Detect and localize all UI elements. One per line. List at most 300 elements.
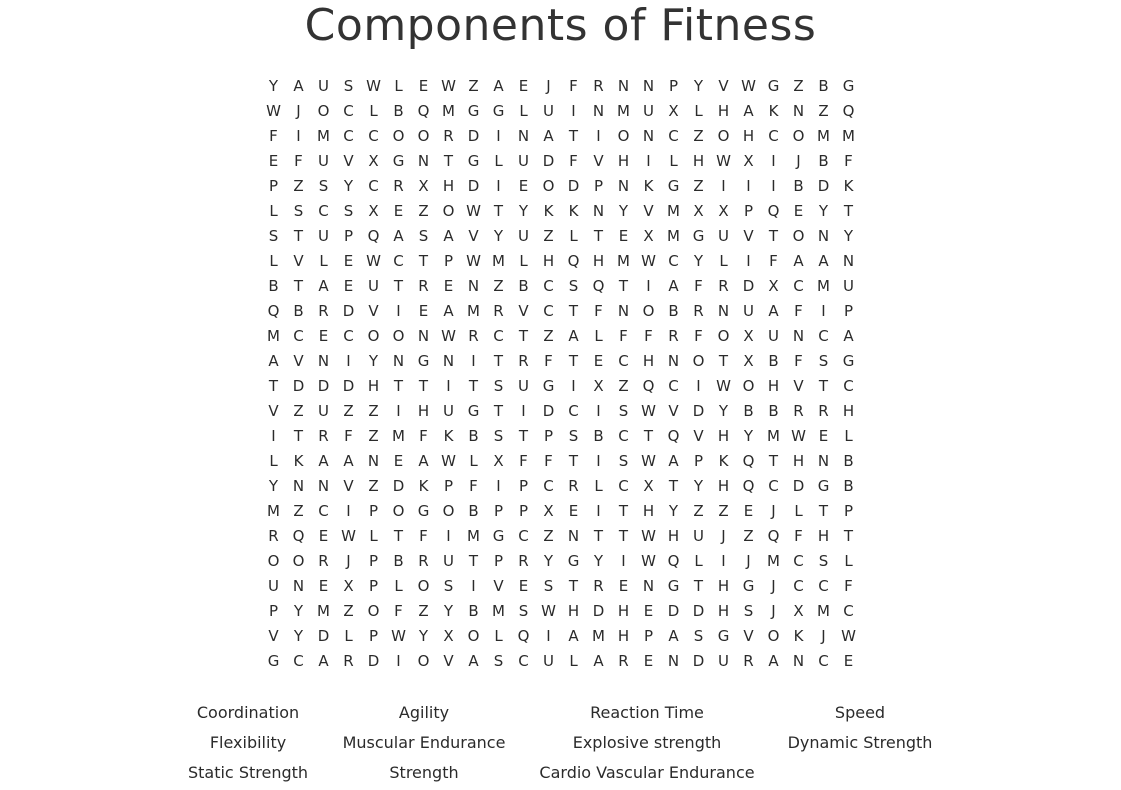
grid-letter: L [844, 552, 853, 570]
grid-letter: O [792, 227, 805, 245]
grid-letter: F [294, 152, 303, 170]
grid-letter: G [392, 152, 405, 170]
grid-letter: S [418, 227, 429, 245]
grid-letter: U [318, 402, 329, 420]
grid-letter: Y [668, 502, 679, 520]
grid-letter: M [667, 202, 680, 220]
grid-letter: R [518, 552, 529, 570]
grid-letter: A [318, 277, 329, 295]
grid-letter: O [692, 352, 705, 370]
grid-letter: D [692, 602, 705, 620]
grid-letter: T [568, 127, 579, 145]
grid-letter: C [668, 127, 679, 145]
grid-letter: T [818, 502, 829, 520]
grid-row [261, 549, 861, 574]
grid-letter: Q [742, 477, 755, 495]
grid-letter: B [768, 352, 779, 370]
grid-letter: S [493, 427, 504, 445]
grid-letter: W [541, 602, 556, 620]
grid-letter: B [468, 427, 479, 445]
grid-letter: P [843, 502, 854, 520]
grid-letter: R [443, 127, 454, 145]
grid-letter: D [692, 652, 705, 670]
grid-letter: R [593, 77, 604, 95]
grid-letter: X [743, 152, 754, 170]
grid-letter: P [743, 202, 754, 220]
grid-letter: M [667, 227, 680, 245]
grid-row [261, 299, 861, 324]
grid-letter: N [717, 302, 730, 320]
grid-letter: E [318, 577, 329, 595]
grid-letter: Z [293, 402, 304, 420]
grid-letter: K [543, 202, 554, 220]
grid-letter: I [346, 352, 351, 370]
grid-letter: G [542, 377, 555, 395]
grid-row [261, 149, 861, 174]
grid-letter: A [443, 302, 454, 320]
grid-letter: R [743, 652, 754, 670]
grid-letter: I [521, 402, 526, 420]
grid-letter: F [544, 352, 553, 370]
grid-letter: C [393, 252, 404, 270]
grid-letter: I [771, 152, 776, 170]
grid-letter: B [793, 177, 804, 195]
grid-letter: J [796, 152, 801, 170]
grid-letter: N [442, 352, 455, 370]
grid-letter: Y [818, 202, 829, 220]
grid-letter: E [518, 77, 529, 95]
grid-letter: D [542, 152, 555, 170]
grid-letter: C [843, 602, 854, 620]
grid-letter: T [668, 477, 679, 495]
grid-letter: L [669, 152, 678, 170]
grid-letter: D [317, 377, 330, 395]
grid-letter: B [843, 452, 854, 470]
grid-letter: X [693, 202, 704, 220]
grid-letter: W [641, 452, 656, 470]
grid-letter: O [267, 552, 280, 570]
grid-letter: O [367, 602, 380, 620]
grid-row [261, 574, 861, 599]
grid-letter: Y [443, 602, 454, 620]
grid-letter: I [446, 527, 451, 545]
grid-letter: N [592, 102, 605, 120]
word-list-item: Cardio Vascular Endurance [539, 763, 755, 782]
grid-letter: I [396, 302, 401, 320]
grid-row [261, 349, 861, 374]
grid-letter: A [343, 452, 354, 470]
grid-letter: Z [368, 427, 379, 445]
grid-letter: X [493, 452, 504, 470]
grid-letter: U [318, 152, 329, 170]
grid-letter: Y [268, 77, 279, 95]
grid-letter: H [567, 602, 580, 620]
grid-letter: T [418, 377, 429, 395]
grid-letter: L [394, 77, 403, 95]
grid-letter: H [717, 477, 730, 495]
grid-letter: V [268, 402, 279, 420]
grid-letter: B [468, 602, 479, 620]
grid-letter: H [842, 402, 855, 420]
grid-letter: W [341, 527, 356, 545]
grid-letter: M [617, 252, 630, 270]
word-list-item: Dynamic Strength [787, 733, 933, 752]
grid-row [261, 199, 861, 224]
grid-letter: G [492, 102, 505, 120]
grid-letter: X [418, 177, 429, 195]
grid-letter: Y [268, 477, 279, 495]
grid-letter: G [492, 527, 505, 545]
grid-letter: P [668, 77, 679, 95]
grid-letter: U [718, 227, 729, 245]
grid-letter: N [617, 177, 630, 195]
grid-letter: U [368, 277, 379, 295]
grid-letter: F [794, 352, 803, 370]
grid-letter: X [668, 102, 679, 120]
grid-letter: G [817, 477, 830, 495]
grid-letter: T [618, 527, 629, 545]
grid-letter: R [518, 352, 529, 370]
grid-letter: N [792, 652, 805, 670]
grid-letter: T [293, 227, 304, 245]
word-list-item: Reaction Time [590, 703, 704, 722]
grid-letter: M [267, 502, 280, 520]
grid-letter: F [619, 327, 628, 345]
word-list-item: Static Strength [187, 763, 309, 782]
grid-letter: U [643, 102, 654, 120]
grid-letter: L [519, 102, 528, 120]
grid-letter: N [642, 127, 655, 145]
grid-letter: E [518, 577, 529, 595]
grid-letter: G [267, 652, 280, 670]
grid-letter: Z [543, 327, 554, 345]
grid-letter: K [418, 477, 429, 495]
grid-letter: E [743, 502, 754, 520]
grid-letter: U [518, 227, 529, 245]
grid-letter: L [344, 627, 353, 645]
grid-letter: F [694, 277, 703, 295]
grid-letter: J [771, 577, 776, 595]
grid-letter: L [694, 102, 703, 120]
grid-letter: I [496, 127, 501, 145]
grid-letter: Y [718, 402, 729, 420]
word-list-item: Flexibility [209, 733, 287, 752]
grid-letter: V [493, 577, 504, 595]
grid-letter: F [794, 302, 803, 320]
grid-letter: X [793, 602, 804, 620]
grid-letter: T [493, 352, 504, 370]
grid-letter: A [318, 452, 329, 470]
grid-letter: I [771, 177, 776, 195]
grid-letter: B [268, 277, 279, 295]
grid-letter: C [493, 327, 504, 345]
grid-letter: L [719, 252, 728, 270]
grid-letter: Z [293, 177, 304, 195]
grid-letter: P [368, 502, 379, 520]
grid-letter: L [569, 652, 578, 670]
grid-letter: S [318, 177, 329, 195]
grid-letter: Z [693, 127, 704, 145]
grid-letter: Q [567, 252, 580, 270]
grid-letter: T [468, 552, 479, 570]
grid-letter: W [641, 552, 656, 570]
grid-letter: S [568, 427, 579, 445]
grid-letter: C [543, 302, 554, 320]
grid-letter: B [593, 427, 604, 445]
grid-letter: J [346, 552, 351, 570]
grid-letter: G [467, 102, 480, 120]
grid-letter: I [471, 352, 476, 370]
grid-letter: A [768, 302, 779, 320]
grid-letter: Z [818, 102, 829, 120]
grid-letter: D [467, 177, 480, 195]
grid-letter: N [667, 652, 680, 670]
grid-letter: U [443, 402, 454, 420]
grid-letter: D [342, 302, 355, 320]
grid-letter: H [642, 502, 655, 520]
grid-letter: I [721, 177, 726, 195]
grid-letter: L [569, 227, 578, 245]
grid-letter: C [793, 577, 804, 595]
grid-letter: I [746, 252, 751, 270]
grid-letter: S [493, 652, 504, 670]
grid-letter: O [417, 652, 430, 670]
grid-letter: Q [767, 527, 780, 545]
grid-letter: S [493, 377, 504, 395]
grid-row [261, 499, 861, 524]
grid-letter: A [568, 327, 579, 345]
grid-letter: T [493, 202, 504, 220]
grid-letter: I [346, 502, 351, 520]
grid-letter: B [293, 302, 304, 320]
grid-letter: H [717, 577, 730, 595]
grid-letter: L [594, 477, 603, 495]
grid-letter: N [667, 352, 680, 370]
grid-letter: M [467, 302, 480, 320]
grid-letter: U [543, 652, 554, 670]
grid-letter: T [393, 527, 404, 545]
grid-letter: G [842, 77, 855, 95]
grid-letter: A [393, 227, 404, 245]
grid-letter: T [518, 327, 529, 345]
grid-letter: Z [618, 377, 629, 395]
grid-letter: H [592, 252, 605, 270]
grid-letter: W [466, 202, 481, 220]
grid-letter: H [792, 452, 805, 470]
grid-letter: S [343, 77, 354, 95]
grid-letter: T [843, 527, 854, 545]
grid-letter: I [396, 652, 401, 670]
grid-letter: D [592, 602, 605, 620]
grid-letter: Z [368, 402, 379, 420]
grid-letter: B [818, 152, 829, 170]
grid-letter: E [643, 602, 654, 620]
grid-letter: E [268, 152, 279, 170]
grid-letter: W [466, 252, 481, 270]
grid-letter: O [792, 127, 805, 145]
grid-letter: T [393, 277, 404, 295]
grid-letter: H [692, 152, 705, 170]
grid-letter: C [518, 652, 529, 670]
grid-letter: E [443, 277, 454, 295]
grid-letter: Y [343, 177, 354, 195]
grid-letter: Y [293, 627, 304, 645]
grid-letter: O [417, 577, 430, 595]
grid-letter: D [567, 177, 580, 195]
grid-row [261, 449, 861, 474]
grid-letter: R [418, 552, 429, 570]
grid-letter: I [721, 552, 726, 570]
grid-letter: T [293, 277, 304, 295]
grid-letter: R [593, 577, 604, 595]
grid-letter: P [443, 477, 454, 495]
grid-letter: P [543, 427, 554, 445]
grid-letter: Z [793, 77, 804, 95]
grid-letter: F [469, 477, 478, 495]
grid-letter: Z [493, 277, 504, 295]
grid-letter: P [368, 577, 379, 595]
grid-letter: C [368, 177, 379, 195]
grid-letter: I [296, 127, 301, 145]
grid-letter: O [392, 127, 405, 145]
grid-letter: X [368, 152, 379, 170]
grid-letter: R [693, 302, 704, 320]
grid-letter: R [718, 277, 729, 295]
grid-letter: L [269, 202, 278, 220]
grid-letter: Y [368, 352, 379, 370]
grid-letter: Y [593, 552, 604, 570]
grid-letter: H [617, 602, 630, 620]
grid-letter: A [818, 252, 829, 270]
grid-letter: T [568, 452, 579, 470]
grid-letter: X [368, 202, 379, 220]
grid-row [261, 174, 861, 199]
grid-letter: G [667, 177, 680, 195]
grid-letter: D [317, 627, 330, 645]
grid-letter: R [618, 652, 629, 670]
grid-letter: X [593, 377, 604, 395]
grid-letter: T [493, 402, 504, 420]
grid-letter: U [693, 527, 704, 545]
grid-letter: F [844, 152, 853, 170]
grid-letter: H [617, 627, 630, 645]
grid-letter: C [318, 502, 329, 520]
grid-letter: T [443, 152, 454, 170]
grid-letter: T [718, 352, 729, 370]
grid-letter: W [266, 102, 281, 120]
grid-letter: M [817, 277, 830, 295]
grid-letter: O [617, 127, 630, 145]
grid-letter: Q [517, 627, 530, 645]
grid-letter: V [693, 427, 704, 445]
grid-letter: N [417, 327, 430, 345]
grid-letter: Z [693, 177, 704, 195]
grid-letter: X [743, 352, 754, 370]
grid-letter: C [818, 652, 829, 670]
grid-letter: T [268, 377, 279, 395]
grid-letter: N [292, 577, 305, 595]
grid-letter: G [717, 627, 730, 645]
grid-letter: H [742, 127, 755, 145]
grid-letter: C [568, 402, 579, 420]
grid-letter: L [269, 252, 278, 270]
grid-letter: I [496, 177, 501, 195]
grid-letter: M [817, 602, 830, 620]
grid-letter: J [746, 552, 751, 570]
grid-letter: E [393, 202, 404, 220]
grid-letter: Y [843, 227, 854, 245]
grid-letter: C [668, 377, 679, 395]
grid-letter: N [642, 577, 655, 595]
grid-letter: I [596, 127, 601, 145]
grid-letter: T [468, 377, 479, 395]
grid-letter: Z [543, 227, 554, 245]
grid-letter: O [392, 502, 405, 520]
grid-letter: V [518, 302, 529, 320]
grid-letter: A [668, 452, 679, 470]
grid-letter: I [596, 402, 601, 420]
grid-letter: D [392, 477, 405, 495]
grid-letter: I [646, 152, 651, 170]
grid-letter: H [642, 352, 655, 370]
grid-letter: K [443, 427, 454, 445]
grid-letter: A [293, 77, 304, 95]
grid-letter: B [668, 302, 679, 320]
grid-letter: A [768, 652, 779, 670]
grid-letter: P [343, 227, 354, 245]
grid-letter: X [443, 627, 454, 645]
grid-letter: C [618, 427, 629, 445]
grid-letter: N [467, 277, 480, 295]
grid-letter: U [443, 552, 454, 570]
grid-letter: D [742, 277, 755, 295]
grid-letter: T [818, 377, 829, 395]
grid-letter: W [841, 627, 856, 645]
grid-letter: H [367, 377, 380, 395]
grid-letter: N [567, 527, 580, 545]
grid-row [261, 374, 861, 399]
grid-letter: T [568, 577, 579, 595]
grid-letter: R [493, 302, 504, 320]
grid-letter: N [317, 477, 330, 495]
grid-letter: H [717, 427, 730, 445]
grid-letter: F [544, 452, 553, 470]
grid-letter: F [644, 327, 653, 345]
grid-letter: F [344, 427, 353, 445]
grid-letter: Q [667, 427, 680, 445]
grid-letter: H [442, 177, 455, 195]
grid-letter: Z [468, 77, 479, 95]
grid-letter: Q [417, 102, 430, 120]
grid-letter: I [271, 427, 276, 445]
grid-letter: B [743, 402, 754, 420]
grid-letter: T [518, 427, 529, 445]
grid-letter: I [571, 377, 576, 395]
grid-letter: S [543, 577, 554, 595]
grid-letter: A [443, 227, 454, 245]
grid-letter: C [543, 277, 554, 295]
grid-letter: J [821, 627, 826, 645]
grid-letter: W [641, 252, 656, 270]
grid-letter: M [267, 327, 280, 345]
grid-letter: K [843, 177, 854, 195]
grid-letter: U [268, 577, 279, 595]
grid-letter: S [568, 277, 579, 295]
grid-letter: V [343, 477, 354, 495]
word-list-item: Muscular Endurance [342, 733, 506, 752]
grid-letter: E [593, 352, 604, 370]
grid-letter: P [518, 477, 529, 495]
